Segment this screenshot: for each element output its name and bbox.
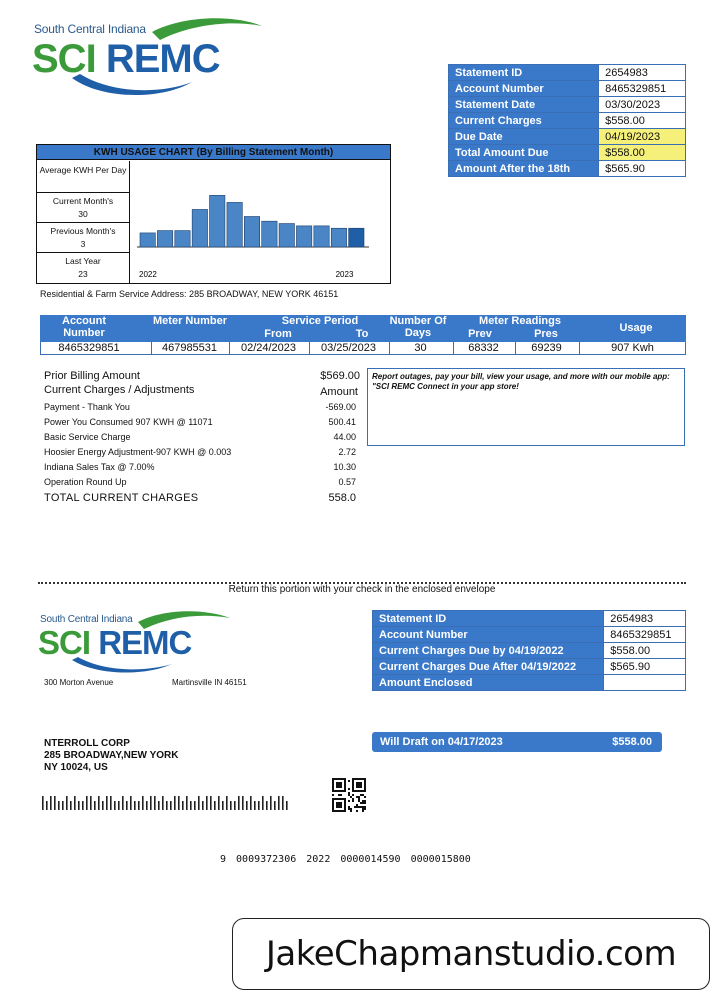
qr-module [350,796,352,798]
remit-logo-sci: SCI [38,624,91,661]
charge-line-label: Payment - Thank You [44,402,130,412]
account-table-header [40,315,686,342]
qr-module [352,800,354,802]
usage-bar [140,233,155,247]
barcode-bar [106,796,108,810]
statement-row [449,129,686,145]
usage-bar [349,228,364,247]
remit-value: 2654983 [604,611,686,627]
usage-bar [296,226,311,247]
barcode-bar [66,796,68,810]
barcode-bar [114,801,116,810]
charge-items [44,400,360,490]
customer-address [44,738,178,774]
remit-row [373,659,686,675]
barcode-bar [134,801,136,810]
qr-finder [356,782,362,788]
barcode-bar [74,796,76,810]
barcode-bar [210,796,212,810]
qr-module [348,808,350,810]
barcode-bar [218,796,220,810]
barcode-bar [230,801,232,810]
header-service-period: Service Period [281,315,359,327]
charge-line-label: Operation Round Up [44,477,127,487]
barcode-bar [122,796,124,810]
remit-label: Current Charges Due by 04/19/2022 [373,643,604,659]
barcode-bar [186,796,188,810]
barcode-bar [226,796,228,810]
qr-module [332,794,334,796]
qr-module [364,802,366,804]
qr-module [340,794,342,796]
qr-module [348,806,350,808]
barcode-bar [150,796,152,810]
value-account-number: 8465329851 [58,342,120,354]
remit-row [373,611,686,627]
statement-value: 03/30/2023 [599,97,686,113]
qr-module [356,806,358,808]
value-to: 03/25/2023 [309,342,387,354]
qr-finder [336,802,342,808]
remit-row [373,675,686,691]
charge-line-value: 500.41 [328,417,356,427]
qr-module [356,804,358,806]
barcode-bar [202,801,204,810]
previous-month-cell [37,223,129,253]
qr-module [358,806,360,808]
statement-label: Account Number [449,81,599,97]
barcode-bar [258,801,260,810]
barcode-bar [198,796,200,810]
account-table-values [40,342,686,355]
usage-bar [210,195,225,247]
charges-section [44,368,360,508]
barcode-bar [142,796,144,810]
usage-bar [331,228,346,247]
total-charges-value: 558.0 [328,492,356,504]
scanline: 9 0009372306 2022 0000014590 0000015800 [220,854,471,865]
charge-line-label: Power You Consumed 907 KWH @ 11071 [44,417,213,427]
barcode-bar [146,801,148,810]
charge-line [44,415,360,430]
app-message-box: Report outages, pay your bill, view your usage, and more with our mobile app: "SCI REMC Connect in your app store! [367,368,685,446]
qr-module [352,794,354,796]
current-month-cell [37,193,129,223]
statement-value: $558.00 [599,113,686,129]
barcode-bar [78,801,80,810]
remit-row [373,643,686,659]
usage-bar [262,221,277,247]
usage-bar [279,224,294,247]
header-meter-readings: Meter Readings [479,315,561,327]
header-from: From [264,328,292,340]
barcode-bar [270,796,272,810]
previous-month-label: Previous Month's [50,226,116,236]
current-month-value: 30 [78,209,88,219]
remit-label: Current Charges Due After 04/19/2022 [373,659,604,675]
remit-logo [38,604,238,676]
qr-module [364,808,366,810]
qr-module [348,788,350,790]
barcode-bar [242,796,244,810]
charge-line-label: Hoosier Energy Adjustment-907 KWH @ 0.003 [44,447,232,457]
barcode-bar [162,796,164,810]
remit-city: Martinsville IN 46151 [172,678,247,687]
barcode-bar [54,796,56,810]
usage-chart [36,144,391,284]
qr-module [362,806,364,808]
qr-finder [336,782,342,788]
barcode-bar [266,801,268,810]
qr-module [364,800,366,802]
barcode-bar [58,801,60,810]
logo-remc-text: REMC [105,37,220,81]
statement-label: Current Charges [449,113,599,129]
usage-bar [227,202,242,247]
statement-row [449,113,686,129]
current-charges-label: Current Charges / Adjustments [44,384,195,396]
qr-module [362,800,364,802]
remit-label: Amount Enclosed [373,675,604,691]
statement-value: $565.90 [599,161,686,177]
usage-bar [175,231,190,247]
barcode-bar [234,801,236,810]
barcode-bar [102,801,104,810]
current-month-label: Current Month's [52,196,114,206]
remit-logo-remc: REMC [98,624,192,661]
barcode-bar [158,801,160,810]
remit-table [372,610,686,691]
barcode-bar [98,796,100,810]
amount-header: Amount [320,386,358,398]
usage-chart-legend [37,161,130,283]
statement-label: Amount After the 18th [449,161,599,177]
barcode-bar [238,796,240,810]
value-pres: 69239 [515,342,577,354]
statement-row [449,145,686,161]
value-from: 02/24/2023 [229,342,307,354]
statement-row [449,161,686,177]
barcode-bar [154,796,156,810]
statement-label: Due Date [449,129,599,145]
remit-value: 8465329851 [604,627,686,643]
qr-module [360,806,362,808]
barcode-bar [110,796,112,810]
remit-row [373,627,686,643]
header-usage: Usage [619,322,653,334]
charge-line-label: Basic Service Charge [44,432,131,442]
qr-module [358,800,360,802]
statement-value: 04/19/2023 [599,129,686,145]
charge-line [44,460,360,475]
usage-bar [192,209,207,247]
qr-module [348,800,350,802]
qr-module [348,792,350,794]
header-prev: Prev [468,328,492,340]
barcode-bar [70,801,72,810]
qr-module [362,802,364,804]
barcode-bar [126,801,128,810]
charge-line [44,430,360,445]
value-prev: 68332 [453,342,513,354]
remit-logo-region: South Central Indiana [40,614,133,625]
logo-region-text: South Central Indiana [34,22,146,36]
charge-line [44,475,360,490]
qr-module [356,810,358,812]
draft-banner [372,732,662,752]
statement-info-table [448,64,686,177]
prior-billing-value: $569.00 [320,370,360,382]
draft-amount: $558.00 [612,736,652,748]
charge-line [44,445,360,460]
value-days: 30 [389,342,451,354]
header-days: Number Of Days [389,315,447,339]
barcode-bar [166,801,168,810]
remit-label: Statement ID [373,611,604,627]
total-charges-label: TOTAL CURRENT CHARGES [44,492,199,504]
remit-value: $565.90 [604,659,686,675]
chart-x-tick-label: 2023 [335,270,354,279]
barcode-bar [254,801,256,810]
last-year-value: 23 [78,269,88,279]
qr-module [358,796,360,798]
qr-module [350,808,352,810]
qr-module [350,810,352,812]
value-meter-number: 467985531 [151,342,227,354]
header-to: To [355,328,369,340]
barcode-bar [222,801,224,810]
barcode-bar [250,796,252,810]
barcode-bar [130,796,132,810]
barcode-bar [278,796,280,810]
statement-row [449,97,686,113]
customer-line-1: NTERROLL CORP [44,738,130,749]
header-pres: Pres [534,328,558,340]
chart-x-tick-label: 2022 [139,270,157,279]
barcode-bar [262,796,264,810]
remit-value: $558.00 [604,643,686,659]
barcode-bar [274,801,276,810]
usage-bar [157,231,172,247]
qr-module [362,808,364,810]
statement-value: 2654983 [599,65,686,81]
usage-chart-title: KWH USAGE CHART (By Billing Statement Month) [37,145,390,160]
charge-line-value: -569.00 [325,402,356,412]
qr-module [364,796,366,798]
charge-line-value: 44.00 [333,432,356,442]
statement-row [449,81,686,97]
qr-module [338,794,340,796]
usage-bar-chart [133,163,389,281]
qr-module [364,806,366,808]
barcode-bar [190,801,192,810]
watermark-banner: JakeChapmanstudio.com [232,918,710,990]
barcode-bar [182,801,184,810]
barcode-bar [118,801,120,810]
draft-label: Will Draft on 04/17/2023 [380,736,503,748]
qr-module [352,798,354,800]
charge-line-value: 10.30 [333,462,356,472]
qr-module [360,794,362,796]
charge-line-value: 2.72 [338,447,356,457]
header-meter-number: Meter Number [153,315,227,327]
charge-line [44,400,360,415]
barcode-bar [170,801,172,810]
company-logo [32,10,272,100]
qr-module [362,810,364,812]
statement-label: Total Amount Due [449,145,599,161]
service-address: Residential & Farm Service Address: 285 BROADWAY, NEW YORK 46151 [40,289,339,299]
barcode-bar [62,801,64,810]
header-account-number: Account Number [62,315,106,339]
avg-kwh-label: Average KWH Per Day [37,161,129,193]
usage-bar [314,226,329,247]
statement-label: Statement Date [449,97,599,113]
remit-label: Account Number [373,627,604,643]
barcode-bar [46,801,48,810]
charge-line-label: Indiana Sales Tax @ 7.00% [44,462,155,472]
statement-value: $558.00 [599,145,686,161]
barcode-bar [206,796,208,810]
barcode-bar [138,801,140,810]
qr-code-icon [332,778,366,812]
qr-module [348,794,350,796]
barcode-bar [50,796,52,810]
return-note: Return this portion with your check in the enclosed envelope [228,584,496,595]
remit-address: 300 Morton Avenue [44,678,114,687]
statement-value: 8465329851 [599,81,686,97]
postal-barcode-icon [42,796,288,810]
previous-month-value: 3 [80,239,86,249]
charge-line-value: 0.57 [338,477,356,487]
remit-value [604,675,686,691]
last-year-label: Last Year [65,256,101,266]
qr-module [358,798,360,800]
qr-module [362,794,364,796]
customer-line-3: NY 10024, US [44,762,108,773]
barcode-bar [214,801,216,810]
barcode-bar [282,796,284,810]
barcode-bar [94,801,96,810]
barcode-bar [194,801,196,810]
qr-module [360,802,362,804]
qr-module [354,806,356,808]
usage-bar [244,216,259,247]
barcode-bar [178,796,180,810]
customer-line-2: 285 BROADWAY,NEW YORK [44,750,179,761]
barcode-bar [86,796,88,810]
logo-sci-text: SCI [32,37,96,81]
barcode-bar [90,796,92,810]
barcode-bar [82,801,84,810]
barcode-bar [42,796,44,810]
last-year-cell [37,253,129,283]
statement-label: Statement ID [449,65,599,81]
prior-billing-label: Prior Billing Amount [44,370,140,382]
statement-row [449,65,686,81]
barcode-bar [286,801,288,810]
qr-module [356,796,358,798]
barcode-bar [174,796,176,810]
qr-module [348,780,350,782]
barcode-bar [246,801,248,810]
value-usage: 907 Kwh [579,342,685,354]
